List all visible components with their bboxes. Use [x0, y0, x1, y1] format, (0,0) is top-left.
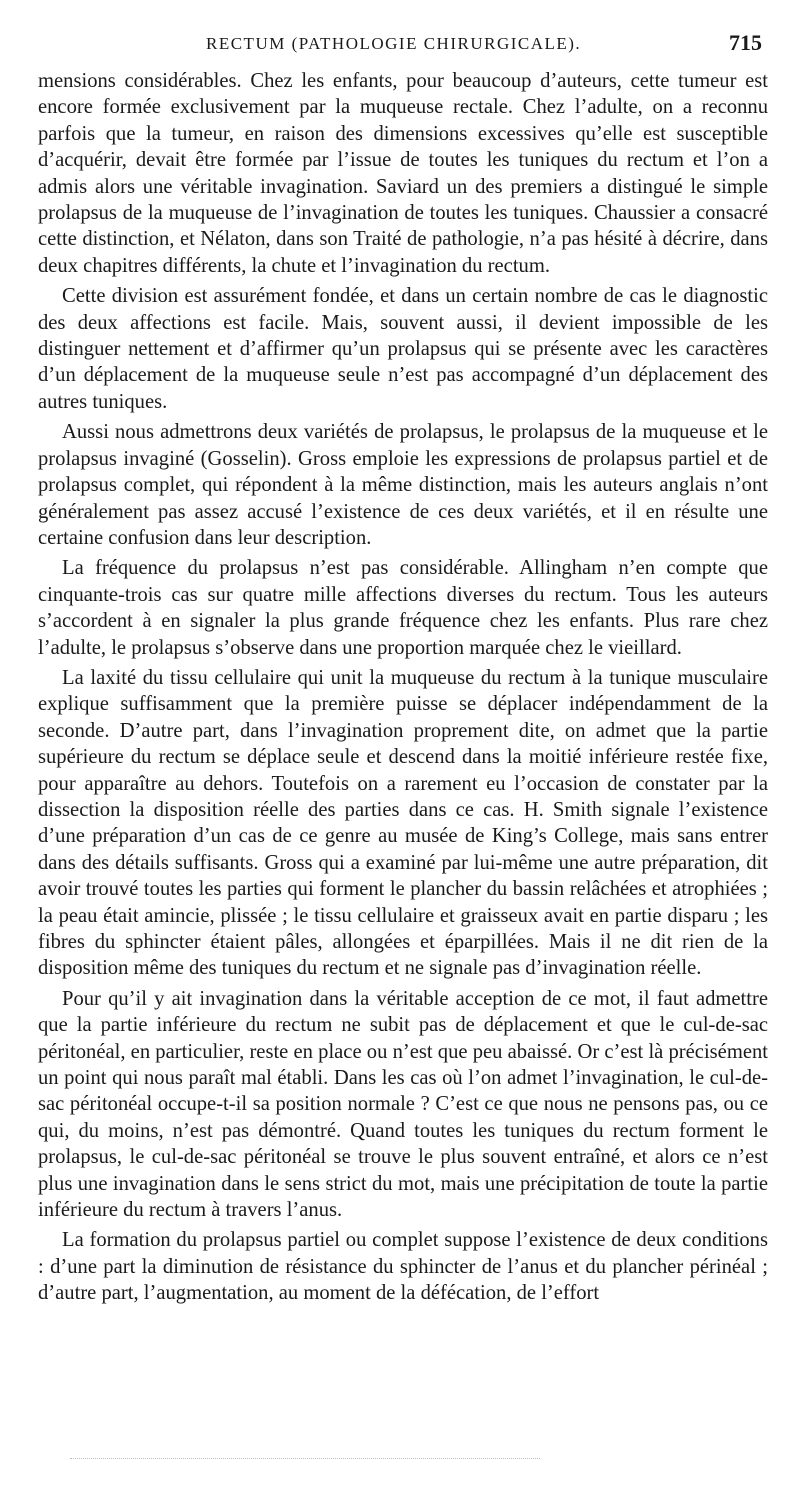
paragraph-4: La fréquence du prolapsus n’est pas considérable. Allingham n’en compte que cinquante-trois cas sur quatre mille affections diverses du rectum. Tous les auteurs s’accordent à en signaler la plus grande fréquence chez les enfants. Plus rare chez l’adulte, le prolapsus s’observe dans une proportion marquée chez le vieillard.	[38, 557, 768, 659]
body-text	[38, 68, 768, 1311]
paragraph-5: La laxité du tissu cellulaire qui unit la muqueuse du rectum à la tunique musculaire explique suffisamment que la première puisse se déplacer indépendamment de la seconde. D’autre part, dans l’invagination proprement dite, on admet que la partie supérieure du rectum se déplace seule et descend dans la moitié inférieure restée fixe, pour apparaître au dehors. Toutefois on a rarement eu l’occasion de constater par la dissection la disposition réelle des parties dans ce cas. H. Smith signale l’existence d’une préparation d’un cas de ce genre au musée de King’s College, mais sans entrer dans des détails suffisants. Gross qui a examiné par lui-même une autre préparation, dit avoir trouvé toutes les parties qui forment le plancher du bassin relâchées et atrophiées ; la peau était amincie, plissée ; le tissu cellulaire et graisseux avait en partie disparu ; les fibres du sphincter étaient pâles, allongées et éparpillées. Mais il ne dit rien de la disposition même des tuniques du rectum et ne signale pas d’invagination réelle.	[38, 666, 768, 980]
paragraph-3: Aussi nous admettrons deux variétés de prolapsus, le prolapsus de la muqueuse et le prolapsus invaginé (Gosselin). Gross emploie les expressions de prolapsus partiel et de prolapsus complet, qui répondent à la même distinction, mais les auteurs anglais n’ont généralement pas assez accusé l’existence de ces deux variétés, et il en résulte une certaine confusion dans leur description.	[38, 421, 768, 549]
paragraph-2: Cette division est assurément fondée, et dans un certain nombre de cas le diagnostic des deux affections est facile. Mais, souvent aussi, il devient impossible de les distinguer nettement et d’affirmer qu’un prolapsus qui se présente avec les caractères d’un déplacement de la muqueuse seule n’est pas accompagné d’un déplacement des autres tuniques.	[38, 285, 768, 413]
paragraph-6: Pour qu’il y ait invagination dans la véritable acception de ce mot, il faut admettre que la partie inférieure du rectum ne subit pas de déplacement et que le cul-de-sac péritonéal, en particulier, reste en place ou n’est que peu abaissé. Or c’est là précisément un point qui nous paraît mal établi. Dans les cas où l’on admet l’invagination, le cul-de-sac péritonéal occupe-t-il sa position normale ? C’est ce que nous ne pensons pas, ou ce qui, du moins, n’est pas démontré. Quand toutes les tuniques du rectum forment le prolapsus, le cul-de-sac péritonéal se trouve le plus souvent entraîné, et alors ce n’est plus une invagination dans le sens strict du mot, mais une précipitation de toute la partie inférieure du rectum à travers l’anus.	[38, 987, 768, 1222]
footer-rule	[70, 1458, 540, 1459]
running-head: RECTUM (PATHOLOGIE CHIRURGICALE).	[206, 34, 582, 53]
paragraph-7: La formation du prolapsus partiel ou complet suppose l’existence de deux conditions : d’une part la diminution de résistance du sphincter de l’anus et du plancher périnéal ; d’autre part, l’augmentation, au moment de la défécation, de l’effort	[38, 1229, 768, 1305]
page-number: 715	[729, 30, 762, 55]
paragraph-1: mensions considérables. Chez les enfants, pour beaucoup d’auteurs, cette tumeur est encore formée exclusivement par la muqueuse rectale. Chez l’adulte, on a reconnu parfois que la tumeur, en raison des dimensions excessives qu’elle est susceptible d’acquérir, devait être formée par l’issue de toutes les tuniques du rectum et l’on a admis alors une véritable invagination. Saviard un des premiers a distingué le simple prolapsus de la muqueuse de l’invagination de toutes les tuniques. Chaussier a consacré cette distinction, et Nélaton, dans son Traité de pathologie, n’a pas hésité à décrire, dans deux chapitres différents, la chute et l’invagination du rectum.	[38, 70, 768, 277]
page-header	[38, 30, 768, 64]
